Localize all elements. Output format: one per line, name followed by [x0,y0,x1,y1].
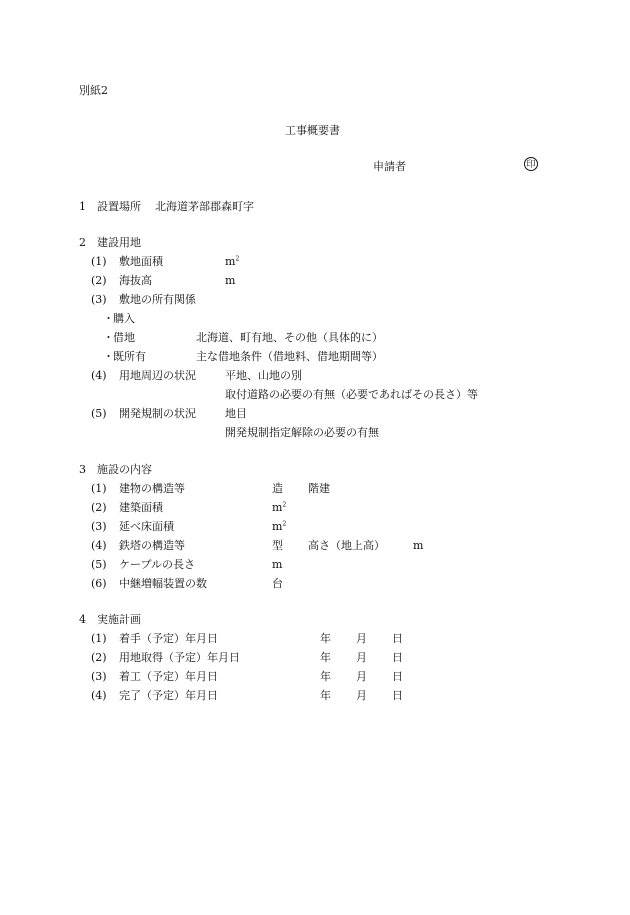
item-number: (6) [91,577,107,590]
item-unit: $m^2$ [225,255,240,268]
section1-value: 北海道茅部郡森町字 [155,200,254,213]
day-label: 日 [392,632,403,645]
month-label: 月 [356,689,367,702]
bullet: ・ [103,350,114,363]
item-label: 開発規制の状況 [119,407,196,420]
item-unit: $m^2$ [272,520,287,533]
year-label: 年 [320,651,331,664]
item-label: ケーブルの長さ [119,558,196,571]
item-unit: $m^2$ [272,501,287,514]
item-number: (3) [91,520,107,533]
ownership-note: 主な借地条件（借地料、借地期間等） [196,350,383,363]
item-label: 海抜高 [119,274,152,287]
item-number: (5) [91,407,107,420]
section4-label: 実施計画 [97,613,141,626]
ownership-label: 購入 [113,312,135,325]
section2-number: 2 [79,236,86,249]
item-number: (1) [91,255,107,268]
item-detail: 取付道路の必要の有無（必要であればその長さ）等 [225,388,478,401]
section1-label: 設置場所 [97,200,141,213]
ownership-note: 北海道、町有地、その他（具体的に） [196,331,383,344]
item-label: 建物の構造等 [119,482,185,495]
item-label: 鉄塔の構造等 [119,539,185,552]
item-number: (2) [91,501,107,514]
day-label: 日 [392,651,403,664]
section4-number: 4 [79,613,86,626]
item-detail: 開発規制指定解除の必要の有無 [225,426,379,439]
item-unit: 台 [272,577,283,590]
item-number: (3) [91,293,107,306]
section3-number: 3 [79,463,86,476]
item-label: 敷地面積 [119,255,163,268]
month-label: 月 [356,651,367,664]
bullet: ・ [103,331,114,344]
item-unit: 造 [272,482,283,495]
item-label: 用地周辺の状況 [119,369,196,382]
item-label: 着手（予定）年月日 [119,632,218,645]
ownership-label: 既所有 [113,350,146,363]
item-unit: 型 [272,539,283,552]
item-number: (2) [91,651,107,664]
month-label: 月 [356,670,367,683]
applicant-label: 申請者 [373,160,406,173]
item-number: (1) [91,632,107,645]
document-title: 工事概要書 [285,124,340,137]
bullet: ・ [103,312,114,325]
item-number: (4) [91,369,107,382]
item-number: (4) [91,539,107,552]
item-label: 中継増幅装置の数 [119,577,207,590]
section3-label: 施設の内容 [97,463,152,476]
item-extra: 高さ（地上高） [308,539,385,552]
item-label: 完了（予定）年月日 [119,689,218,702]
item-detail: 平地、山地の別 [225,369,302,382]
section2-label: 建設用地 [97,236,141,249]
month-label: 月 [356,632,367,645]
item-number: (2) [91,274,107,287]
item-extra: 階建 [308,482,330,495]
item-number: (3) [91,670,107,683]
section1-number: 1 [79,200,86,213]
year-label: 年 [320,670,331,683]
item-label: 敷地の所有関係 [119,293,196,306]
ownership-label: 借地 [113,331,135,344]
item-label: 着工（予定）年月日 [119,670,218,683]
item-label: 建築面積 [119,501,163,514]
seal-mark: 印 [524,157,538,171]
year-label: 年 [320,689,331,702]
day-label: 日 [392,670,403,683]
year-label: 年 [320,632,331,645]
item-label: 延べ床面積 [119,520,174,533]
item-number: (1) [91,482,107,495]
appendix-label: 別紙2 [79,84,108,97]
item-number: (5) [91,558,107,571]
item-unit: m [272,558,283,571]
item-extra-unit: m [413,539,424,552]
day-label: 日 [392,689,403,702]
item-number: (4) [91,689,107,702]
item-detail: 地目 [225,407,247,420]
item-label: 用地取得（予定）年月日 [119,651,240,664]
item-unit: m [225,274,236,287]
